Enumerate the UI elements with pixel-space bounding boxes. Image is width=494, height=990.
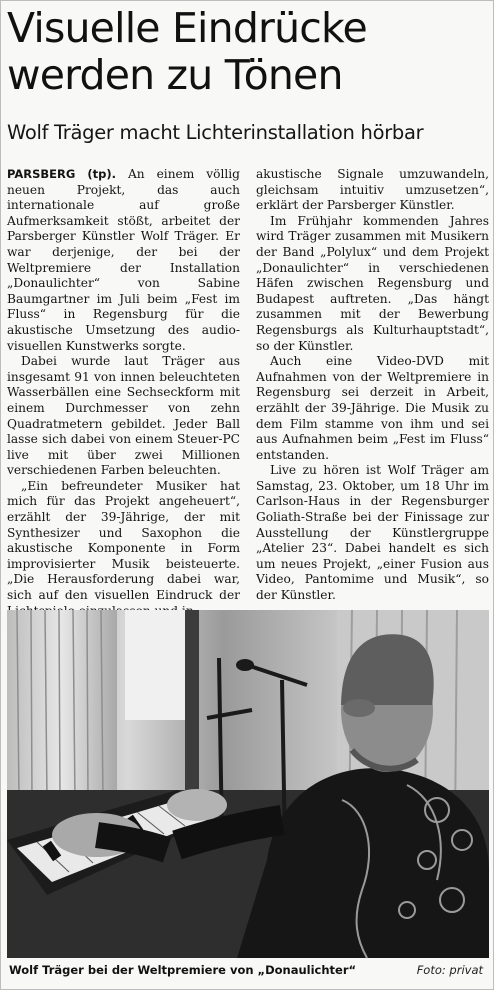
article-column-left	[7, 167, 240, 607]
paragraph-1	[7, 167, 240, 354]
musician-playing-keyboard-photo	[7, 610, 489, 958]
paragraph-4: akustische Signale umzuwandeln, gleichsam intuitiv umzusetzen“, erklärt der Parsberger Künstler.	[256, 167, 489, 213]
subheadline: Wolf Träger macht Lichterinstallation hörbar	[7, 121, 424, 144]
paragraph-5: Im Frühjahr kommenden Jahres wird Träger zusammen mit Musikern der Band „Polylux“ und dem Projekt „Donaulichter“ in verschiedenen Häfen zwischen Regensburg und Budapest auftreten. „Das hängt zusammen mit der Bewerbung Regensburgs als Kulturhauptstadt“, so der Künstler.	[256, 213, 489, 353]
paragraph-6: Auch eine Video-DVD mit Aufnahmen von der Weltpremiere in Regensburg sei derzeit in Arbeit, erzählt der 39-Jährige. Die Musik zu dem Film stamme von ihm und sei aus Aufnahmen beim „Fest im Fluss“ entstanden.	[256, 354, 489, 462]
headline-line-1: Visuelle Eindrücke	[7, 4, 367, 52]
photo-credit: Foto: privat	[416, 963, 483, 977]
paragraph-1-text: An einem völlig neuen Projekt, das auch internationale auf große Aufmerksamkeit stößt, arbeitet der Parsberger Künstler Wolf Träger. Er war derjenige, der bei der Weltpremiere der Installation „Donaulichter“ von Sabine Baumgartner im Juli beim „Fest im Fluss“ in Regensburg für die akustische Umsetzung des audio-visuellen Kunstwerks sorgte.	[7, 167, 240, 353]
article-column-right	[256, 167, 489, 607]
dateline: PARSBERG (tp).	[7, 167, 117, 181]
headline-line-2: werden zu Tönen	[7, 51, 343, 99]
paragraph-3: „Ein befreundeter Musiker hat mich für das Projekt angeheuert“, erzählt der 39-Jährige, der mit Synthesizer und Saxophon die akustische Komponente in Form improvisierter Musik beisteuerte. „Die Herausforderung dabei war, sich auf den visuellen Eindruck der	[7, 478, 240, 603]
photo-caption: Wolf Träger bei der Weltpremiere von „Donaulichter“	[9, 963, 357, 977]
paragraph-7: Live zu hören ist Wolf Träger am Samstag, 23. Oktober, um 18 Uhr im Carlson-Haus in der Regensburger Goliath-Straße bei der Finissage zur Ausstellung der Künstlergruppe „Atelier 23“. Dabei handelt es sich um neues Projekt, „einer Fusion aus Video, Pantomime und Musik“, so der Künstler.	[256, 463, 489, 603]
headline	[7, 5, 487, 99]
paragraph-2: Dabei wurde laut Träger aus insgesamt 91 von innen beleuchteten Wasserbällen eine Sechseckform mit einem Durchmesser von zehn Quadratmetern gebildet. Jeder Ball lasse sich dabei von einem Steuer-PC live mit über zwei Millionen verschiedenen Farben beleuchten.	[7, 354, 240, 478]
